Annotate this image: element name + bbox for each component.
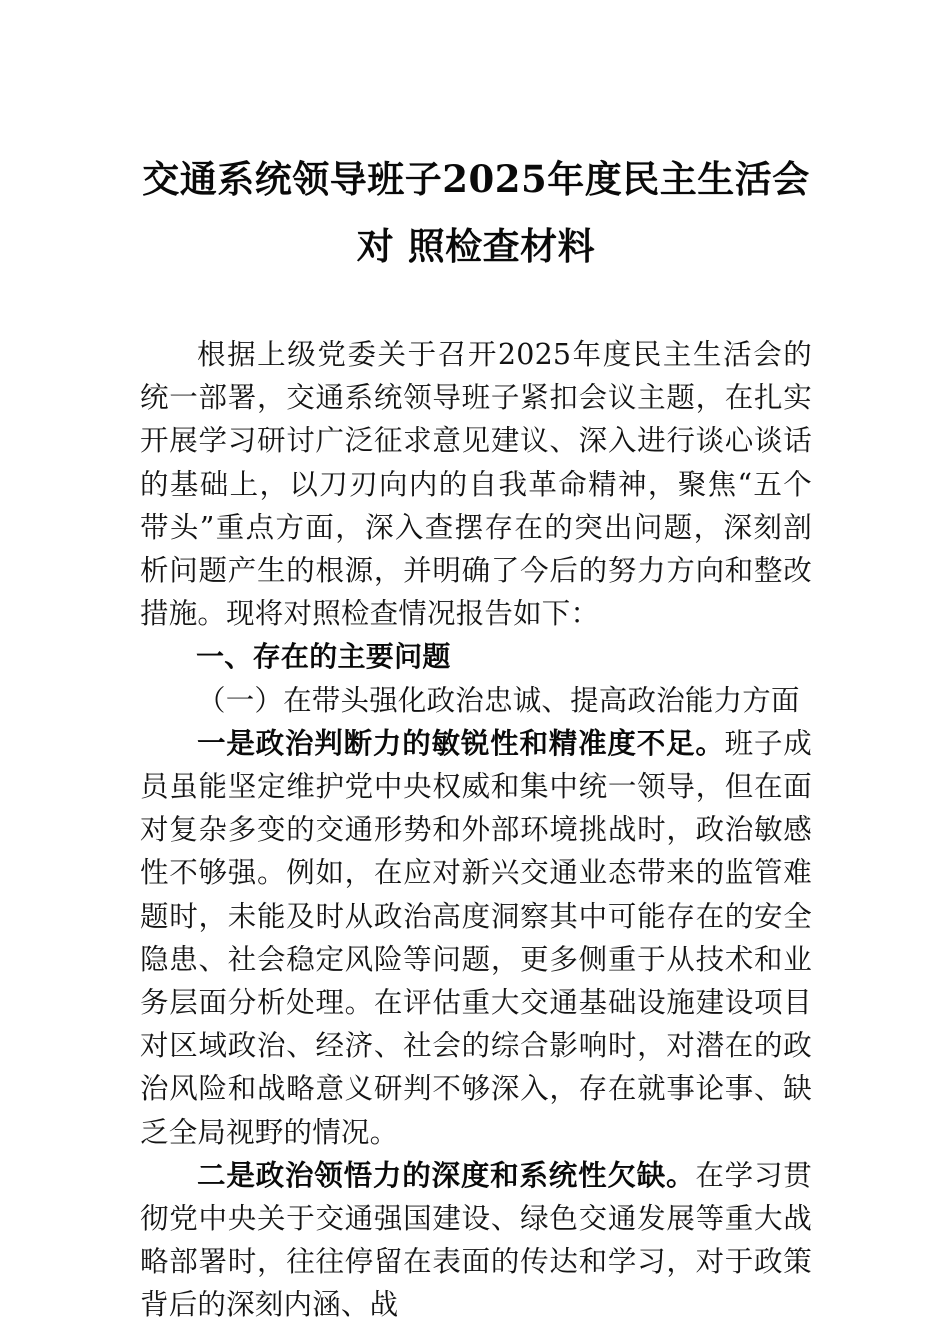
problem-item-2-lead: 二是政治领悟力的深度和系统性欠缺。 — [197, 1157, 696, 1192]
problem-item-1-text: 班子成员虽能坚定维护党中央权威和集中统一领导，但在面对复杂多变的交通形势和外部环境挑战时，政治敏感性不够强。例如，在应对新兴交通业态带来的监管难题时，未能及时从政治高度洞察其中可能存在的安全隐患、社会稳定风险等问题，更多侧重于从技术和业务层面分析处理。在评估重大交通基础设施建设项目对区域政治、经济、社会的综合影响时，对潜在的政治风险和战略意义研判不够深入，存在就事论事、缺乏全局视野的情况。 — [140, 726, 812, 1149]
document-content-column — [140, 0, 812, 1327]
document-title-line-1: 交通系统领导班子2025年度民主生活会对 — [142, 157, 810, 268]
opening-paragraph: 根据上级党委关于召开2025年度民主生活会的统一部署，交通系统领导班子紧扣会议主题，在扎实开展学习研讨广泛征求意见建议、深入进行谈心谈话的基础上，以刀刃向内的自我革命精神，聚焦“五个带头”重点方面，深入查摆存在的突出问题，深刻剖析问题产生的根源，并明确了今后的努力方向和整改措施。现将对照检查情况报告如下： — [140, 338, 812, 631]
problem-item-2-text: 在学习贯彻党中央关于交通强国建设、绿色交通发展等重大战略部署时，往往停留在表面的传达和学习，对于政策背后的深刻内涵、战 — [140, 1158, 812, 1322]
section-heading-level-1: 一、存在的主要问题 — [196, 640, 451, 674]
problem-item-2 — [140, 1154, 812, 1327]
document-title-line-2: 照检查材料 — [407, 224, 596, 268]
document-title — [140, 0, 812, 280]
section-heading-level-2: （一）在带头强化政治忠诚、提高政治能力方面 — [197, 683, 800, 717]
problem-item-1-lead: 一是政治判断力的敏锐性和精准度不足。 — [197, 725, 725, 760]
problem-item-1 — [140, 722, 812, 1154]
